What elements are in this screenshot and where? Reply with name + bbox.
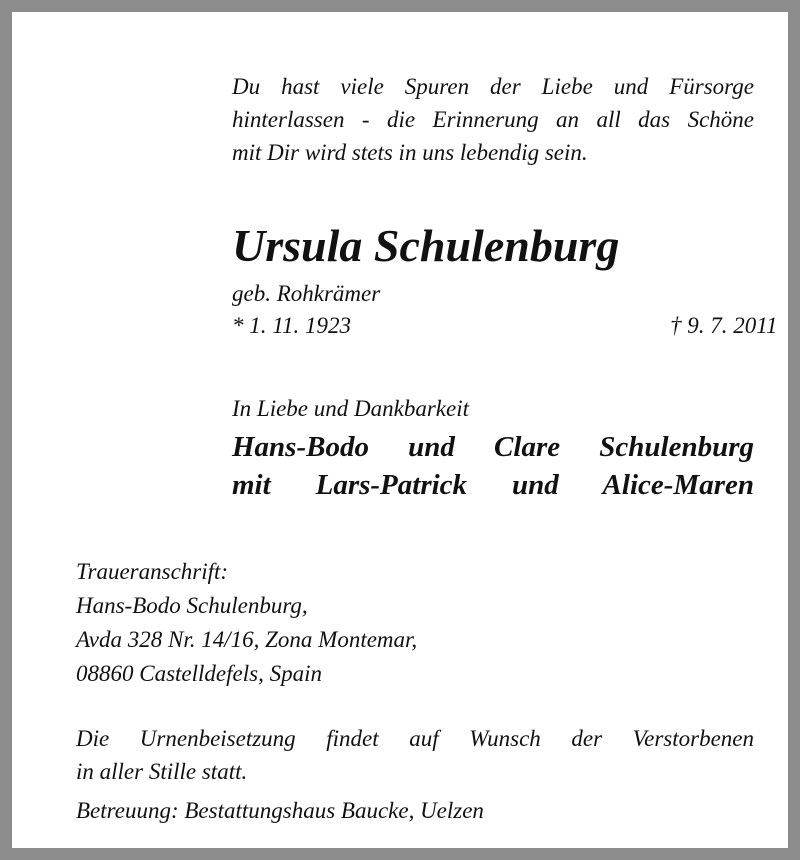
mourners-line: Hans-Bodo und Clare Schulenburg [232, 431, 754, 463]
mourners-intro: In Liebe und Dankbarkeit [232, 396, 469, 421]
death-date: † 9. 7. 2011 [670, 313, 778, 338]
mourners-line: mit Lars-Patrick und Alice-Maren [232, 469, 754, 501]
memorial-quote [232, 70, 754, 169]
notice-line: in aller Stille statt. [76, 759, 248, 784]
maiden-name: geb. Rohkrämer [232, 281, 381, 306]
quote-line: hinterlassen - die Erinnerung an all das Schöne [232, 107, 754, 132]
address-line: Hans-Bodo Schulenburg, [76, 593, 308, 618]
funeral-home-care: Betreuung: Bestattungshaus Baucke, Uelzen [76, 798, 484, 823]
mourning-address [76, 555, 417, 691]
deceased-name: Ursula Schulenburg [232, 220, 620, 271]
urn-burial-notice [76, 722, 754, 788]
address-line: Traueranschrift: [76, 559, 229, 584]
notice-line: Die Urnenbeisetzung findet auf Wunsch der Verstorbenen [76, 726, 754, 751]
mourners-names [232, 428, 754, 504]
life-dates [232, 310, 778, 342]
birth-date: * 1. 11. 1923 [232, 313, 352, 338]
address-line: 08860 Castelldefels, Spain [76, 661, 322, 686]
address-line: Avda 328 Nr. 14/16, Zona Montemar, [76, 627, 418, 652]
quote-line: mit Dir wird stets in uns lebendig sein. [232, 140, 588, 165]
quote-line: Du hast viele Spuren der Liebe und Fürsorge [232, 74, 754, 99]
